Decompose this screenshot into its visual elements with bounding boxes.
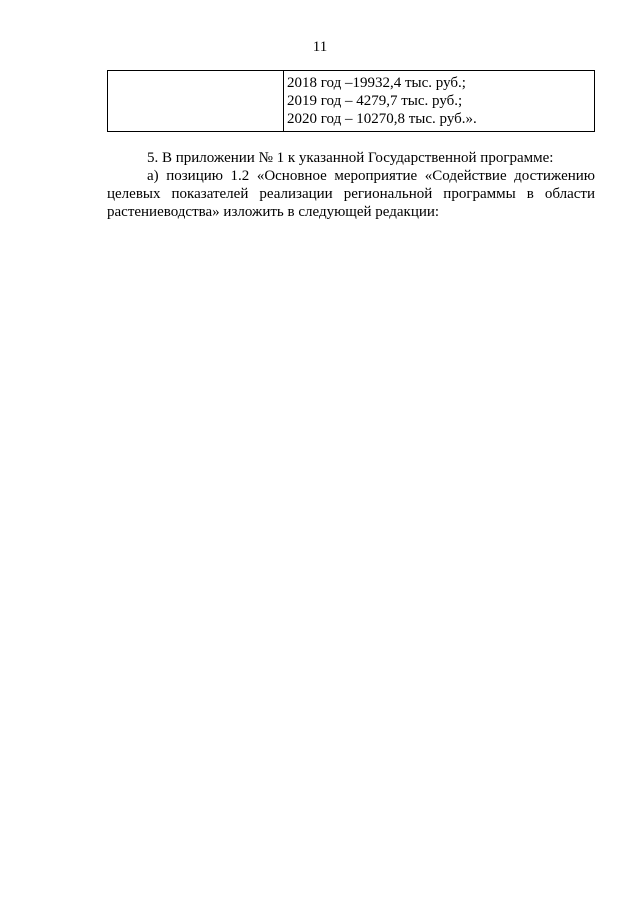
funding-table [107, 70, 595, 132]
funding-amount-2020: 2020 год – 10270,8 тыс. руб.». [287, 111, 477, 127]
table-row [108, 71, 595, 132]
document-body [107, 149, 595, 221]
paragraph-item-a: а) позицию 1.2 «Основное мероприятие «Содействие достижению целевых показателей реализации региональной программы в области растениеводства» изложить в следующей редакции: [107, 168, 595, 220]
table-cell-empty [108, 71, 284, 132]
table-cell-funding-amounts [284, 71, 595, 132]
funding-amount-2018: 2018 год –19932,4 тыс. руб.; [287, 75, 466, 91]
page-number: 11 [312, 39, 328, 55]
funding-amount-2019: 2019 год – 4279,7 тыс. руб.; [287, 93, 463, 109]
paragraph-item-5: 5. В приложении № 1 к указанной Государственной программе: [147, 150, 554, 166]
